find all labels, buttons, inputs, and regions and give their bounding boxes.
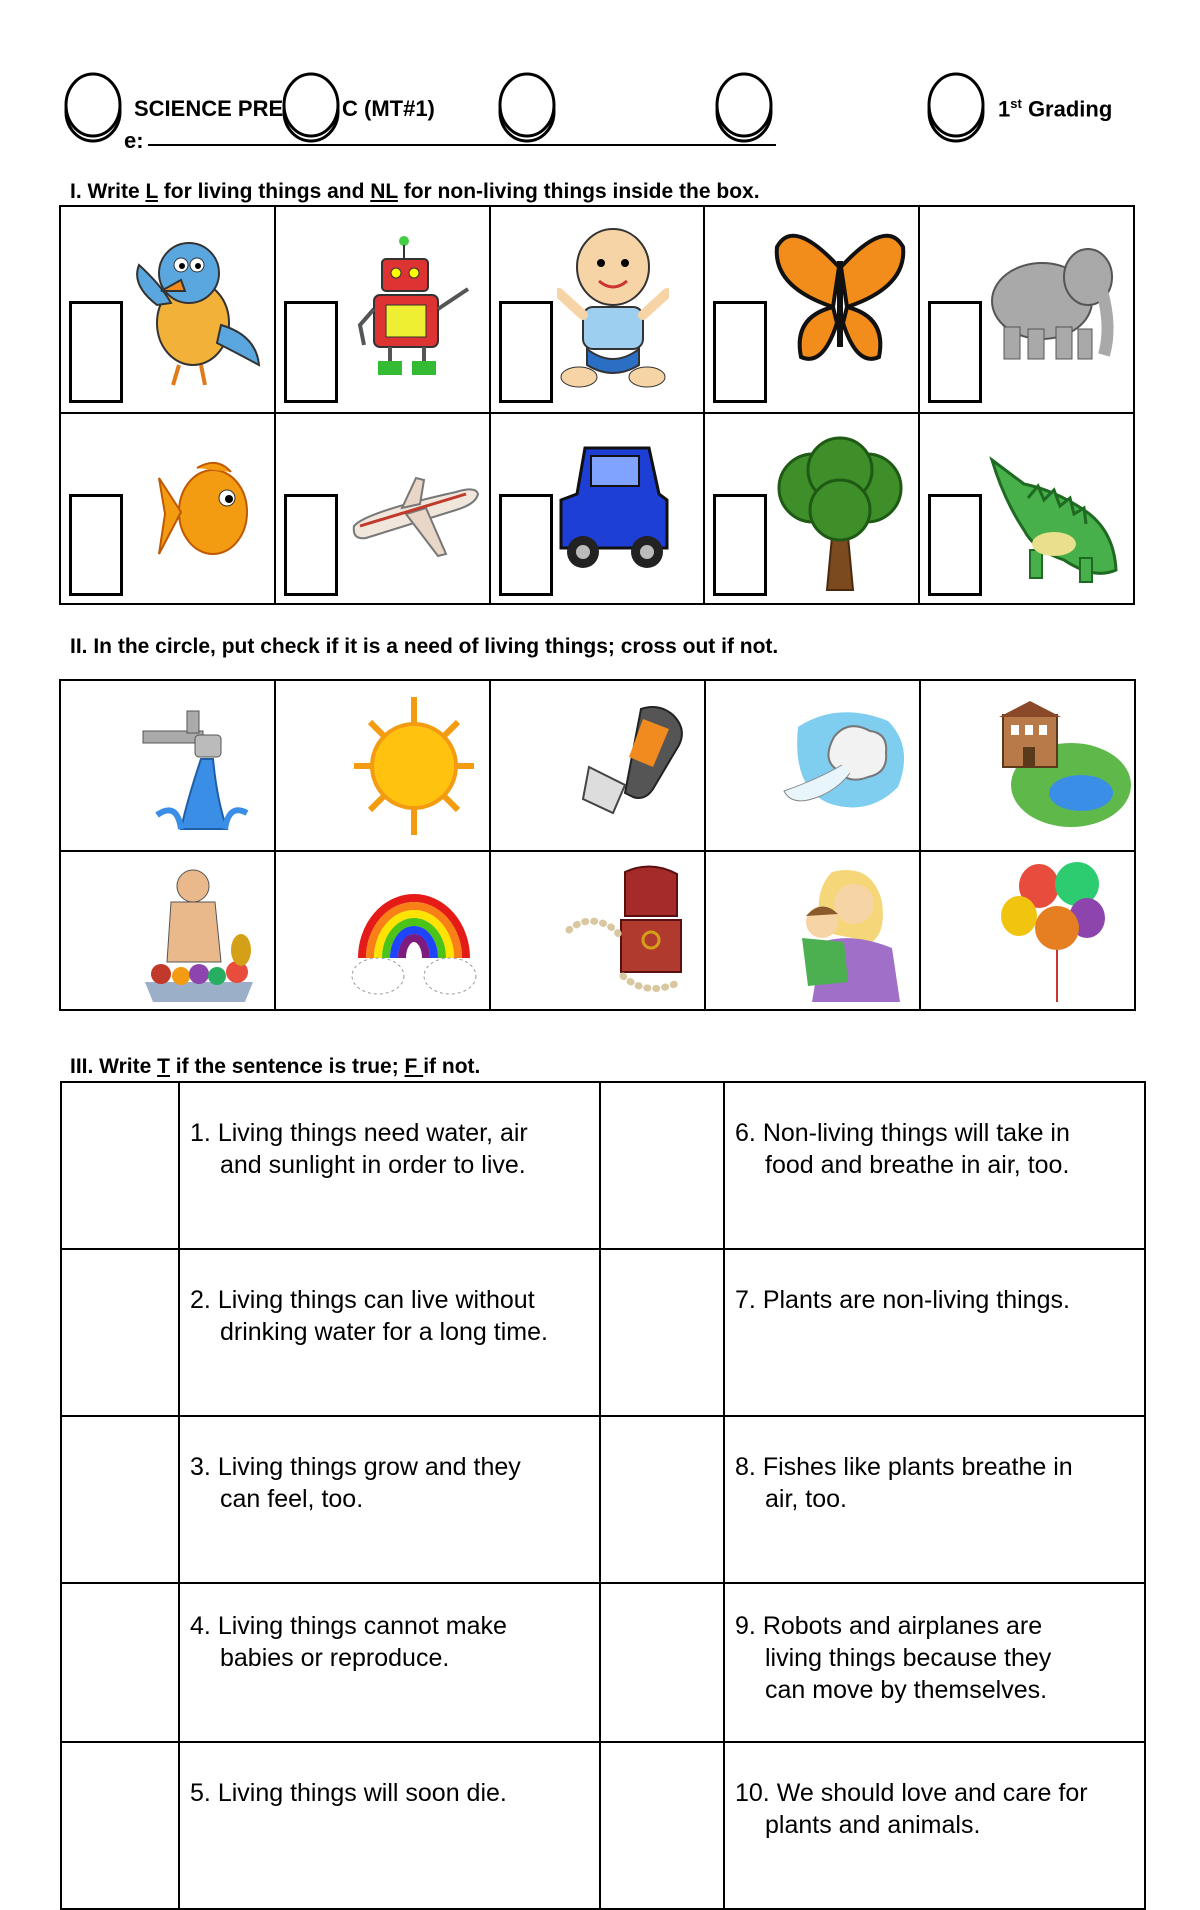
statement: 9. Robots and airplanes are living things because they can move by themselves.: [724, 1583, 1145, 1742]
answer-cell[interactable]: [61, 1583, 179, 1742]
grid-cell-crocodile: [919, 413, 1134, 604]
name-line[interactable]: [148, 144, 776, 146]
grid-cell-jewelry[interactable]: [490, 851, 705, 1010]
robot-icon: [356, 235, 476, 385]
answer-box[interactable]: [69, 301, 123, 403]
statement: 6. Non-living things will take in food and breathe in air, too.: [724, 1082, 1145, 1249]
binder-ring-icon: [498, 72, 556, 142]
answer-box[interactable]: [284, 301, 338, 403]
butterfly-icon: [773, 227, 907, 377]
tree-icon: [773, 436, 907, 596]
answer-box[interactable]: [499, 301, 553, 403]
airplane-icon: [346, 464, 482, 564]
binder-ring-icon: [64, 72, 122, 142]
jewelry-icon: [565, 860, 689, 1004]
baby-icon: [557, 219, 669, 399]
sun-icon: [352, 695, 476, 837]
food-icon: [137, 862, 261, 1006]
table-row: [61, 1082, 1145, 1249]
worksheet-subject: SCIENCE PRE: [134, 96, 284, 121]
table-row: [61, 1742, 1145, 1909]
fish-icon: [157, 454, 253, 574]
statement: 7. Plants are non-living things.: [724, 1249, 1145, 1416]
grid-cell-robot: [275, 206, 490, 413]
rainbow-icon: [350, 868, 478, 998]
section-3-instruction: III. Write T if the sentence is true; F if not.: [70, 1055, 481, 1078]
grid-cell-truck: [490, 413, 705, 604]
statement: 1. Living things need water, air and sunlight in order to live.: [179, 1082, 600, 1249]
grid-cell-baby: [490, 206, 705, 413]
answer-cell[interactable]: [600, 1082, 724, 1249]
answer-box[interactable]: [713, 301, 767, 403]
grid-cell-elephant: [919, 206, 1134, 413]
grid-cell-butterfly: [704, 206, 919, 413]
worksheet-subject-tail: C (MT#1): [342, 96, 435, 121]
grid-cell-water[interactable]: [60, 680, 275, 851]
answer-box[interactable]: [928, 494, 982, 596]
answer-box[interactable]: [284, 494, 338, 596]
answer-cell[interactable]: [600, 1742, 724, 1909]
grid-cell-tree: [704, 413, 919, 604]
section-2-instruction: II. In the circle, put check if it is a need of living things; cross out if not.: [70, 635, 779, 658]
grid-cell-sun[interactable]: [275, 680, 490, 851]
grid-cell-bird: [60, 206, 275, 413]
statement: 5. Living things will soon die.: [179, 1742, 600, 1909]
elephant-icon: [984, 237, 1122, 367]
living-nonliving-grid: [59, 205, 1135, 605]
answer-box[interactable]: [713, 494, 767, 596]
balloons-icon: [999, 862, 1117, 1006]
grid-cell-food[interactable]: [60, 851, 275, 1010]
answer-cell[interactable]: [61, 1249, 179, 1416]
house-icon: [997, 701, 1131, 831]
table-row: [61, 1416, 1145, 1583]
crocodile-icon: [984, 440, 1122, 590]
table-row: [61, 1583, 1145, 1742]
answer-cell[interactable]: [61, 1742, 179, 1909]
section-1-instruction: I. Write L for living things and NL for non-living things inside the box.: [70, 180, 760, 203]
bird-icon: [131, 225, 261, 395]
answer-box[interactable]: [928, 301, 982, 403]
mother-child-icon: [782, 862, 908, 1006]
statement: 8. Fishes like plants breathe in air, too.: [724, 1416, 1145, 1583]
answer-cell[interactable]: [61, 1082, 179, 1249]
grid-cell-balloons[interactable]: [920, 851, 1135, 1010]
binder-ring-icon: [282, 72, 340, 142]
answer-box[interactable]: [499, 494, 553, 596]
answer-cell[interactable]: [600, 1583, 724, 1742]
grid-cell-rainbow[interactable]: [275, 851, 490, 1010]
statement: 10. We should love and care for plants and animals.: [724, 1742, 1145, 1909]
grid-cell-house[interactable]: [920, 680, 1135, 851]
true-false-table: [60, 1081, 1146, 1910]
grading-label: 1st Grading: [998, 96, 1113, 122]
name-label: e:: [124, 128, 144, 153]
grid-cell-airplane: [275, 413, 490, 604]
statement: 4. Living things cannot make babies or reproduce.: [179, 1583, 600, 1742]
answer-box[interactable]: [69, 494, 123, 596]
answer-cell[interactable]: [600, 1416, 724, 1583]
binder-ring-icon: [715, 72, 773, 142]
table-row: [61, 1249, 1145, 1416]
grid-cell-air[interactable]: [705, 680, 920, 851]
grid-cell-fish: [60, 413, 275, 604]
statement: 2. Living things can live without drinking water for a long time.: [179, 1249, 600, 1416]
answer-cell[interactable]: [600, 1249, 724, 1416]
statement: 3. Living things grow and they can feel, too.: [179, 1416, 600, 1583]
wind-cloud-icon: [778, 707, 914, 825]
truck-icon: [557, 444, 671, 580]
binder-ring-icon: [927, 72, 985, 142]
water-faucet-icon: [137, 705, 261, 835]
cellphone-icon: [579, 705, 687, 815]
grid-cell-mother[interactable]: [705, 851, 920, 1010]
grid-cell-cellphone[interactable]: [490, 680, 705, 851]
answer-cell[interactable]: [61, 1416, 179, 1583]
needs-grid: [59, 679, 1136, 1011]
